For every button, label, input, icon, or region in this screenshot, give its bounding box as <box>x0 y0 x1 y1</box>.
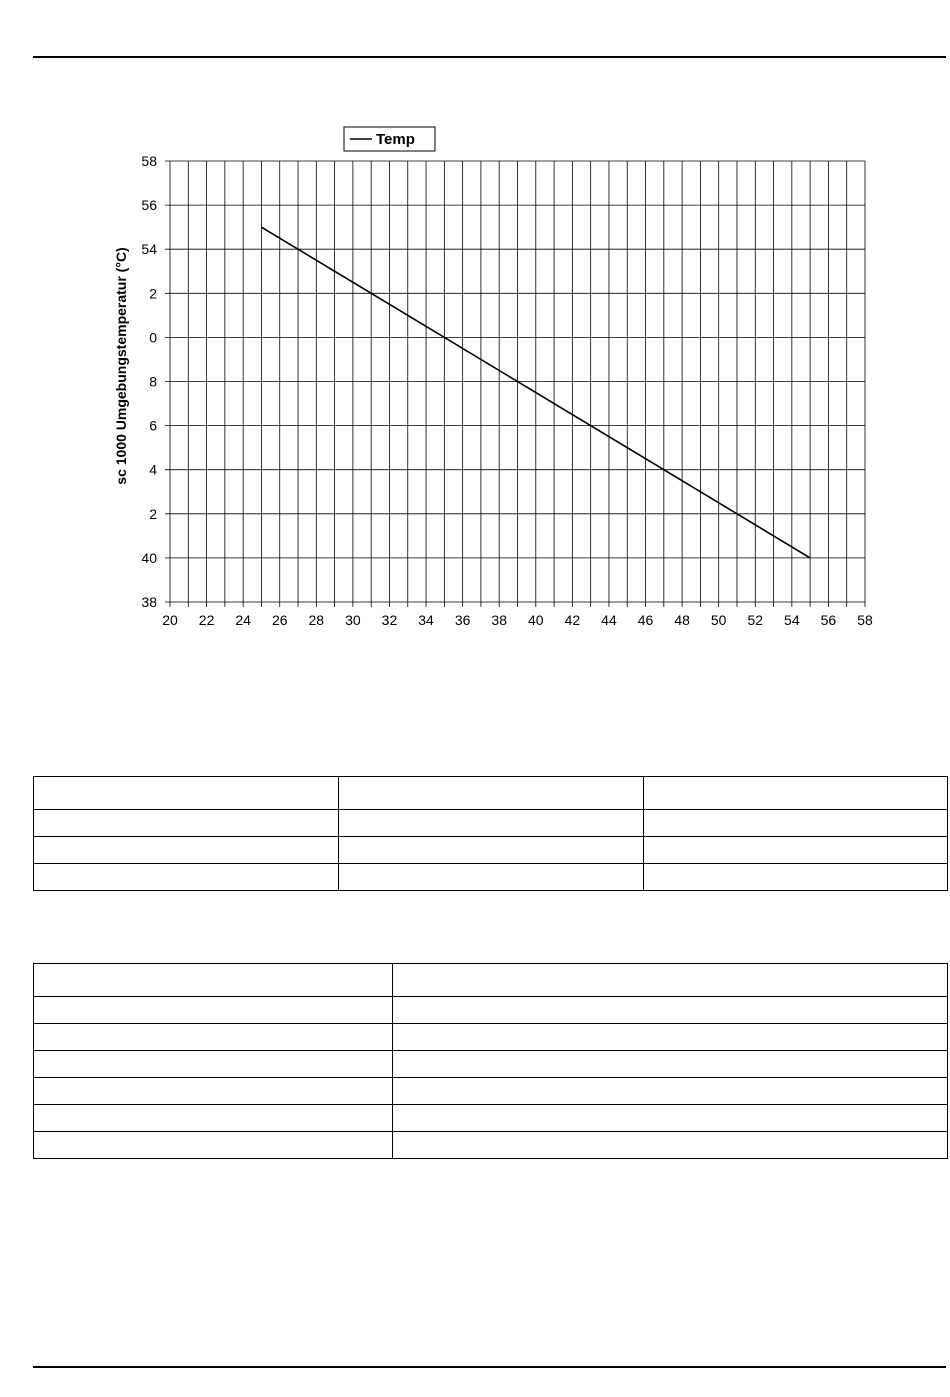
x-tick-label: 22 <box>198 612 215 628</box>
table-cell <box>644 864 948 891</box>
table-cell <box>34 997 393 1024</box>
x-tick-label: 56 <box>820 612 837 628</box>
bottom-rule <box>33 1366 946 1368</box>
x-tick-label: 40 <box>528 612 544 628</box>
table-cell <box>393 1051 948 1078</box>
y-tick-label: 2 <box>149 285 157 302</box>
temperature-line-chart <box>0 0 950 660</box>
y-tick-label: 56 <box>141 197 157 214</box>
y-tick-label: 6 <box>149 417 157 434</box>
y-tick-label: 0 <box>149 329 157 346</box>
table-cell <box>393 1024 948 1051</box>
x-tick-label: 48 <box>674 612 690 628</box>
x-tick-label: 58 <box>857 612 873 628</box>
chart-ticks <box>141 153 873 628</box>
x-tick-label: 52 <box>747 612 764 628</box>
y-tick-label: 4 <box>149 461 157 478</box>
table-row <box>34 1132 948 1159</box>
table-cell <box>393 1105 948 1132</box>
table-cell <box>34 1024 393 1051</box>
table-row <box>34 1024 948 1051</box>
table-cell <box>393 1132 948 1159</box>
table-cell <box>393 997 948 1024</box>
table-cell <box>34 1105 393 1132</box>
x-tick-label: 34 <box>418 612 434 628</box>
table-row <box>34 864 948 891</box>
table-cell <box>34 810 339 837</box>
y-tick-label: 38 <box>141 594 157 610</box>
table-cell <box>339 810 644 837</box>
table-cell <box>644 837 948 864</box>
table-cell <box>339 777 644 810</box>
x-tick-label: 30 <box>345 612 361 628</box>
x-tick-label: 28 <box>308 612 325 628</box>
table-row <box>34 997 948 1024</box>
table-row <box>34 1078 948 1105</box>
y-tick-label: 40 <box>141 549 157 566</box>
table-cell <box>393 964 948 997</box>
table-row <box>34 1105 948 1132</box>
x-tick-label: 20 <box>162 612 178 628</box>
table-row <box>34 810 948 837</box>
x-tick-label: 42 <box>564 612 581 628</box>
table-row <box>34 777 948 810</box>
y-axis-label: sc 1000 Umgebungstemperatur (°C) <box>113 247 129 485</box>
table-cell <box>339 837 644 864</box>
y-tick-label: 54 <box>141 241 157 258</box>
y-tick-label: 2 <box>149 505 157 522</box>
x-tick-label: 26 <box>271 612 288 628</box>
table-row <box>34 1051 948 1078</box>
x-tick-label: 36 <box>454 612 471 628</box>
table-cell <box>644 810 948 837</box>
y-tick-label: 58 <box>141 153 157 169</box>
table-row <box>34 837 948 864</box>
legend-label: Temp <box>376 131 415 148</box>
table-cell <box>34 864 339 891</box>
table-cell <box>34 964 393 997</box>
blank-table-2 <box>33 963 948 1159</box>
table-cell <box>34 837 339 864</box>
blank-table-1 <box>33 776 948 891</box>
x-tick-label: 46 <box>637 612 654 628</box>
table-cell <box>339 864 644 891</box>
y-tick-label: 8 <box>149 373 157 390</box>
table-cell <box>34 1051 393 1078</box>
x-tick-label: 38 <box>491 612 507 628</box>
x-tick-label: 50 <box>710 612 727 628</box>
table-cell <box>34 1078 393 1105</box>
x-tick-label: 54 <box>784 612 800 628</box>
table-cell <box>34 777 339 810</box>
chart-legend <box>344 127 435 151</box>
table-cell <box>393 1078 948 1105</box>
table-cell <box>644 777 948 810</box>
x-tick-label: 24 <box>235 612 251 628</box>
chart-grid <box>165 161 865 607</box>
x-tick-label: 32 <box>381 612 398 628</box>
table-cell <box>34 1132 393 1159</box>
table-row <box>34 964 948 997</box>
x-tick-label: 44 <box>601 612 617 628</box>
